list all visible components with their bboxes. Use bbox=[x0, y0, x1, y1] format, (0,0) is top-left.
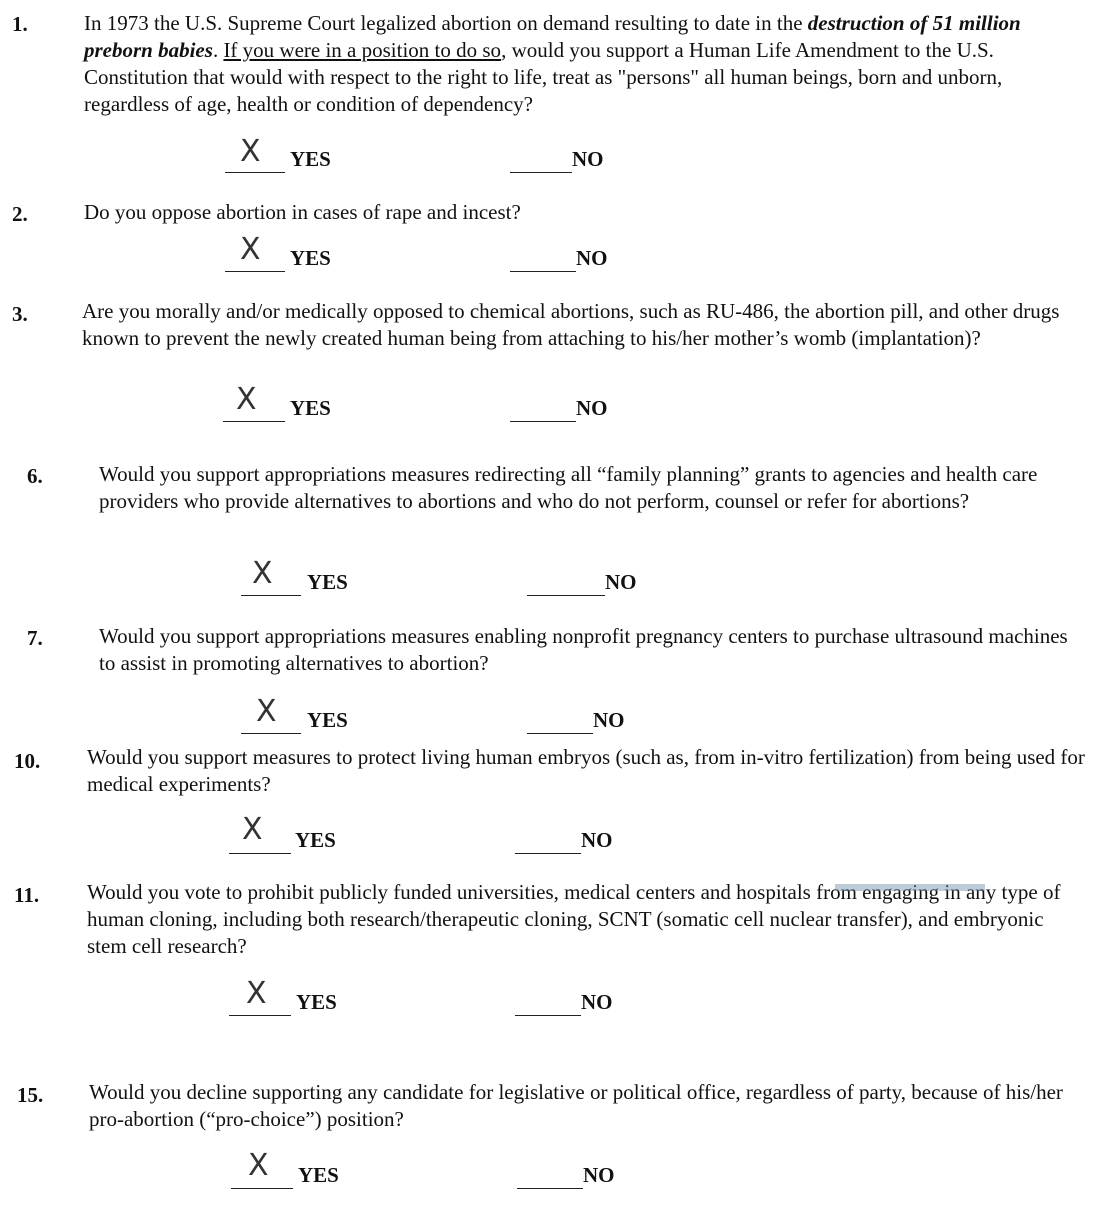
yes-blank[interactable] bbox=[229, 1015, 291, 1016]
yes-label: YES bbox=[290, 396, 331, 420]
yes-blank[interactable] bbox=[225, 172, 285, 173]
question-number: 11. bbox=[14, 883, 40, 907]
question-number: 2. bbox=[12, 202, 28, 226]
no-label: NO bbox=[581, 990, 613, 1014]
yes-blank[interactable] bbox=[229, 853, 291, 854]
emphasis-text: destruction of 51 million preborn babies bbox=[84, 11, 1021, 62]
no-blank[interactable] bbox=[527, 733, 593, 734]
yes-blank[interactable] bbox=[241, 733, 301, 734]
yes-blank[interactable] bbox=[223, 421, 285, 422]
x-check-mark: X bbox=[256, 694, 277, 729]
x-check-mark: X bbox=[240, 134, 261, 169]
yes-label: YES bbox=[295, 828, 336, 852]
no-label: NO bbox=[581, 828, 613, 852]
no-blank[interactable] bbox=[515, 1015, 581, 1016]
question-text: Would you vote to prohibit publicly funded universities, medical centers and hospitals from engaging in any type of human cloning, including both research/therapeutic cloning, SCNT (somatic cell nuclear transfer), and embryonic stem cell research? bbox=[87, 880, 1061, 958]
yes-label: YES bbox=[307, 708, 348, 732]
yes-label: YES bbox=[290, 147, 331, 171]
x-check-mark: X bbox=[248, 1148, 269, 1183]
x-check-mark: X bbox=[240, 232, 261, 267]
no-label: NO bbox=[572, 147, 604, 171]
no-blank[interactable] bbox=[515, 853, 581, 854]
question-text: In 1973 the U.S. Supreme Court legalized abortion on demand resulting to date in the destruction of 51 million preborn babies. If you were in a position to do so, would you support a Human Life Amendment to the U.S. Constitution that would with respect to the right to life, treat as "persons" all human beings, born and unborn, regardless of age, health or condition of dependency? bbox=[84, 11, 1021, 116]
x-check-mark: X bbox=[242, 812, 263, 847]
yes-blank[interactable] bbox=[241, 595, 301, 596]
yes-blank[interactable] bbox=[225, 271, 285, 272]
question-text: Do you oppose abortion in cases of rape and incest? bbox=[84, 200, 521, 224]
question-text: Would you support appropriations measures enabling nonprofit pregnancy centers to purchase ultrasound machines to assist in promoting alternatives to abortion? bbox=[99, 624, 1068, 675]
question-number: 3. bbox=[12, 302, 28, 326]
question-number: 7. bbox=[27, 626, 43, 650]
yes-label: YES bbox=[298, 1163, 339, 1187]
question-text: Would you support measures to protect living human embryos (such as, from in-vitro fertilization) from being used for medical experiments? bbox=[87, 745, 1085, 796]
no-blank[interactable] bbox=[510, 172, 572, 173]
question-text: Would you support appropriations measures redirecting all “family planning” grants to agencies and health care providers who provide alternatives to abortions and who do not perform, counsel or refer for abortions? bbox=[99, 462, 1038, 513]
x-check-mark: X bbox=[252, 556, 273, 591]
x-check-mark: X bbox=[246, 976, 267, 1011]
no-blank[interactable] bbox=[510, 421, 576, 422]
question-number: 6. bbox=[27, 464, 43, 488]
yes-blank[interactable] bbox=[231, 1188, 293, 1189]
scan-smudge bbox=[835, 884, 985, 891]
no-label: NO bbox=[576, 396, 608, 420]
yes-label: YES bbox=[296, 990, 337, 1014]
no-label: NO bbox=[576, 246, 608, 270]
no-blank[interactable] bbox=[517, 1188, 583, 1189]
x-check-mark: X bbox=[236, 382, 257, 417]
no-label: NO bbox=[593, 708, 625, 732]
question-number: 1. bbox=[12, 12, 28, 36]
yes-label: YES bbox=[307, 570, 348, 594]
question-number: 10. bbox=[14, 749, 41, 773]
no-blank[interactable] bbox=[510, 271, 576, 272]
no-label: NO bbox=[605, 570, 637, 594]
question-text: Would you decline supporting any candidate for legislative or political office, regardless of party, because of his/her pro-abortion (“pro-choice”) position? bbox=[89, 1080, 1063, 1131]
question-number: 15. bbox=[17, 1083, 44, 1107]
underlined-text: If you were in a position to do so bbox=[223, 38, 502, 62]
question-text: Are you morally and/or medically opposed to chemical abortions, such as RU-486, the abortion pill, and other drugs known to prevent the newly created human being from attaching to his/her mother’s womb (implantation)? bbox=[82, 299, 1060, 350]
no-label: NO bbox=[583, 1163, 615, 1187]
yes-label: YES bbox=[290, 246, 331, 270]
no-blank[interactable] bbox=[527, 595, 605, 596]
